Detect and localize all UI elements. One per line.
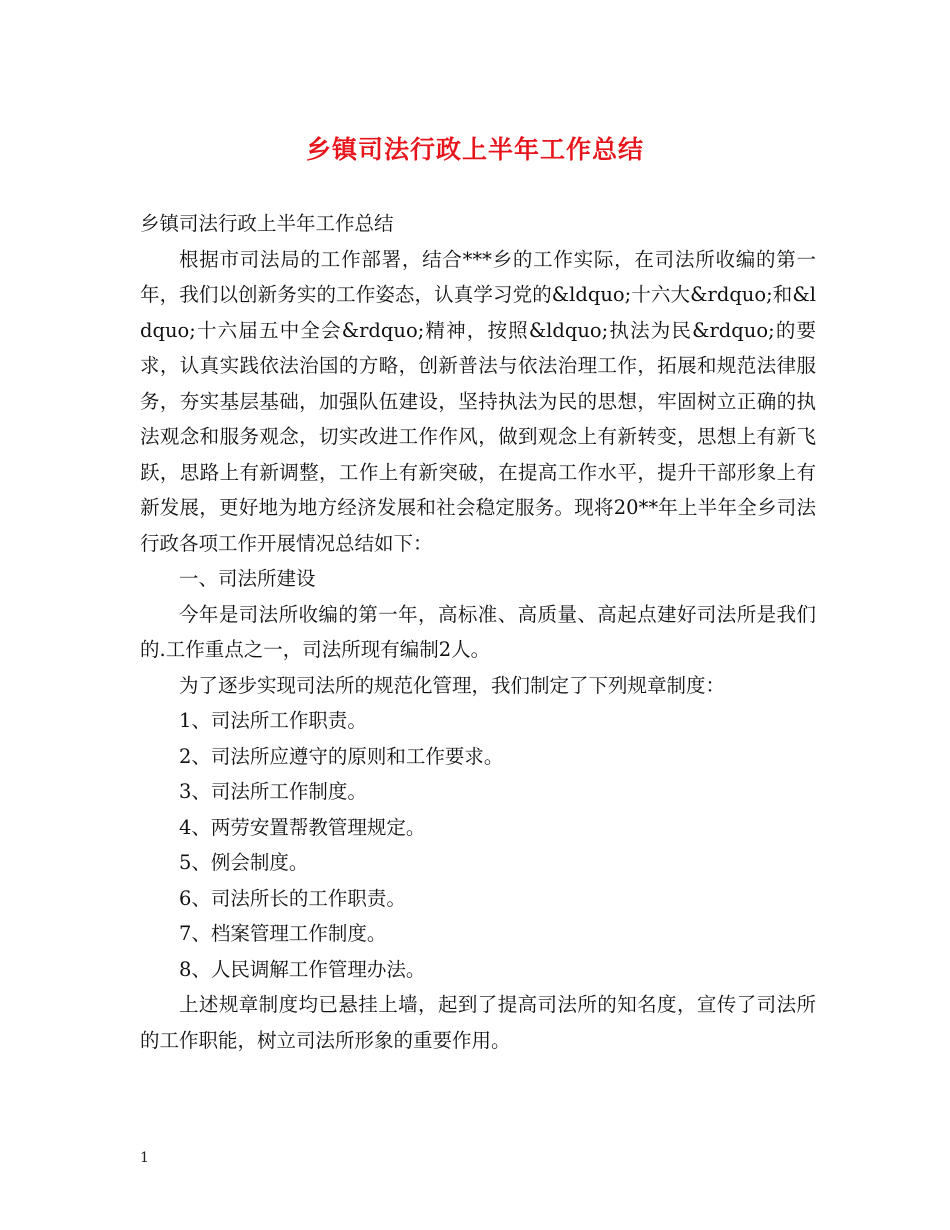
list-item: 6、司法所长的工作职责。 bbox=[179, 886, 406, 910]
page-number: 1 bbox=[140, 1150, 149, 1166]
list-item: 1、司法所工作职责。 bbox=[179, 709, 367, 732]
paragraph: 今年是司法所收编的第一年，高标准、高质量、高起点建好司法所是我们的.工作重点之一，司法所现有编制2人。 bbox=[140, 602, 816, 661]
list-item: 3、司法所工作制度。 bbox=[179, 780, 367, 803]
list-item: 4、两劳安置帮教管理规定。 bbox=[179, 815, 426, 839]
list-item: 5、例会制度。 bbox=[179, 851, 309, 874]
paragraph: 为了逐步实现司法所的规范化管理，我们制定了下列规章制度： bbox=[179, 673, 726, 697]
document-title: 乡镇司法行政上半年工作总结 bbox=[305, 135, 644, 164]
list-item: 2、司法所应遵守的原则和工作要求。 bbox=[179, 744, 504, 768]
paragraph-closing: 上述规章制度均已悬挂上墙，起到了提高司法所的知名度，宣传了司法所的工作职能，树立司法所形象的重要作用。 bbox=[140, 993, 816, 1052]
document-subtitle: 乡镇司法行政上半年工作总结 bbox=[140, 212, 394, 235]
section-heading: 一、司法所建设 bbox=[179, 567, 316, 590]
list-item: 8、人民调解工作管理办法。 bbox=[179, 957, 426, 981]
document-body bbox=[140, 206, 816, 1058]
paragraph-intro: 根据市司法局的工作部署，结合***乡的工作实际，在司法所收编的第一年，我们以创新务实的工作姿态，认真学习党的&ldquo;十六大&rdquo;和&ldquo;十六届五中全会&rdquo;精神，按照&ldquo;执法为民&rdquo;的要求，认真实践依法治国的方略，创新普法与依法治理工作，拓展和规范法律服务，夯实基层基础，加强队伍建设，坚持执法为民的思想，牢固树立正确的执法观念和服务观念，切实改进工作作风，做到观念上有新转变，思想上有新飞跃，思路上有新调整，工作上有新突破，在提高工作水平，提升干部形象上有新发展，更好地为地方经济发展和社会稳定服务。现将20**年上半年全乡司法行政各项工作开展情况总结如下： bbox=[140, 247, 816, 555]
list-item: 7、档案管理工作制度。 bbox=[179, 922, 387, 945]
